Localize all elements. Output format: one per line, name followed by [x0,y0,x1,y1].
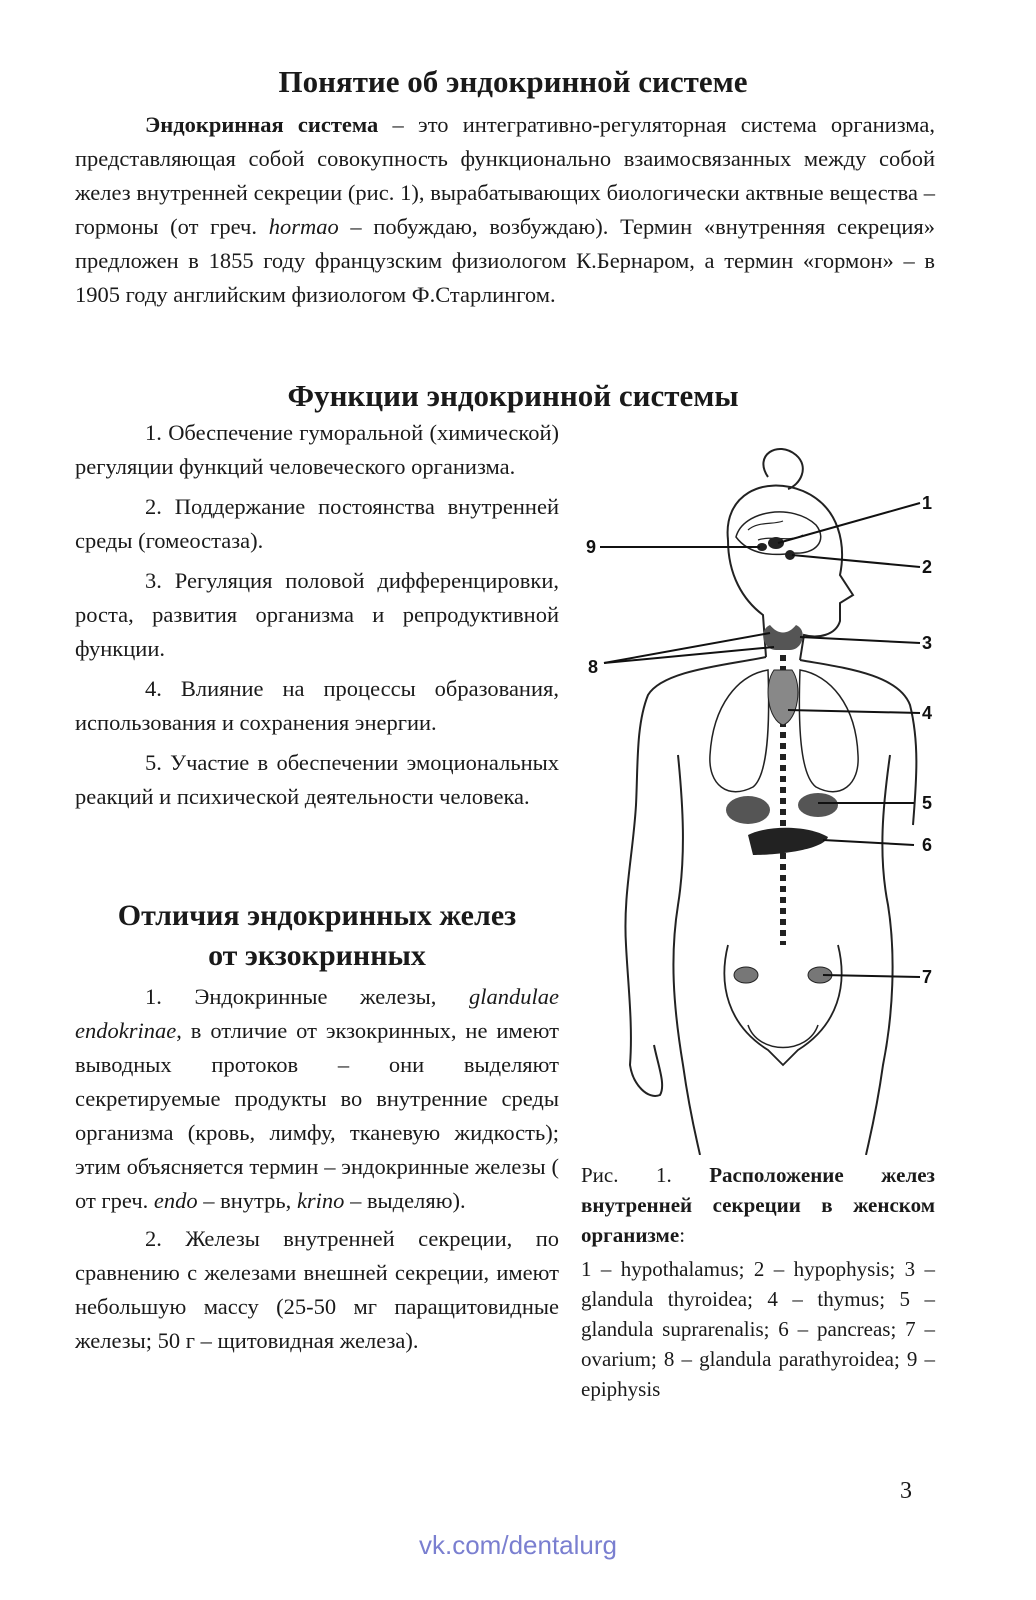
label-3: 3 [922,633,933,653]
intro-paragraph [75,108,935,312]
page-number: 3 [900,1478,912,1504]
body-outline [625,449,916,1155]
intro-text-1: – это интегративно-регуляторная система организма, представляющая собой совокупность функционально взаимосвязанных между собой желез внутренней секреции (рис. 1), вырабатывающих биологически актвные вещества – гормоны (от греч. [75,112,935,239]
label-7: 7 [922,967,933,987]
greek-word-endo: endo [153,1188,198,1213]
function-item-4: 4. Влияние на процессы образования, использования и сохранения энергии. [75,676,559,735]
label-8: 8 [588,657,599,677]
difference-item-2: 2. Железы внутренней секреции, по сравнению с железами внешней секреции, имеют небольшую массу (25-50 мг паращитовидные железы; 50 г – щитовидная железа). [75,1226,559,1353]
intro-term: Эндокринная система [145,112,379,137]
intro-text-2: – побуждаю, возбуждаю). Термин «внутренняя секреция» предложен в 1855 году французским физиологом К.Бернаром, а термин «гормон» – в 1905 году английским физиологом Ф.Старлингом. [75,214,935,307]
thyroid-gland [763,625,803,650]
function-item-5: 5. Участие в обеспечении эмоциональных реакций и психической деятельности человека. [75,750,559,809]
label-5: 5 [922,793,933,813]
intro-greek-word: hormao [268,214,339,239]
caption-title: Расположение желез внутренней секреции в женском организме [581,1163,935,1247]
footer-watermark-link[interactable]: vk.com/dentalurg [419,1530,617,1560]
function-item-2: 2. Поддержание постоянства внутренней среды (гомеостаза). [75,494,559,553]
caption-prefix: Рис. 1. [581,1163,710,1187]
section-title-concept: Понятие об эндокринной системе [278,64,748,99]
difference-item-1: 1. Эндокринные железы, glandulae endokrinae, в отличие от экзокринных, не имеют выводных протоков – они выделяют секретируемые продукты во внутренние среды организма (кровь, лимфу, тканевую жидкость); этим объясняется термин – эндокринные железы ( от греч. endo – внутрь, krino – выделяю). [75,984,559,1213]
label-4: 4 [922,703,933,723]
differences-text [75,980,559,1362]
endocrine-glands-figure [578,425,938,1155]
leader-lines [600,503,920,977]
differences-title-line-1: Отличия эндокринных желез [117,899,517,932]
section-title-functions: Функции эндокринной системы [287,378,739,413]
label-9: 9 [586,537,597,557]
suprarenal-gland-left [726,796,770,824]
differences-title-line-2: от экзокринных [208,939,426,972]
figure-caption: Рис. 1. Расположение желез внутренней секреции в женском организме: 1 – hypothalamus; 2 – hypophysis; 3 – glandula thyroidea; 4 – thymus; 5 – glandula suprarenalis; 6 – pancreas; 7 – ovarium; 8 – glandula parathyroidea; 9 – epiphysis [581,1160,935,1404]
latin-term: glandulae endokrinae [75,984,559,1043]
label-2: 2 [922,557,933,577]
ovary-left [734,967,758,983]
label-6: 6 [922,835,933,855]
functions-list [75,416,559,820]
section-title-differences [75,896,559,976]
greek-word-krino: krino [296,1188,345,1213]
pancreas-gland [748,828,828,855]
function-item-3: 3. Регуляция половой дифференцировки, роста, развития организма и репродуктивной функции. [75,568,559,661]
thymus-gland [768,670,798,725]
caption-legend: 1 – hypothalamus; 2 – hypophysis; 3 – glandula thyroidea; 4 – thymus; 5 – glandula suprarenalis; 6 – pancreas; 7 – ovarium; 8 – glandula parathyroidea; 9 – epiphysis [581,1257,935,1401]
label-1: 1 [922,493,933,513]
suprarenal-gland-right [798,793,838,817]
function-item-1: 1. Обеспечение гуморальной (химической) регуляции функций человеческого организма. [75,420,559,479]
